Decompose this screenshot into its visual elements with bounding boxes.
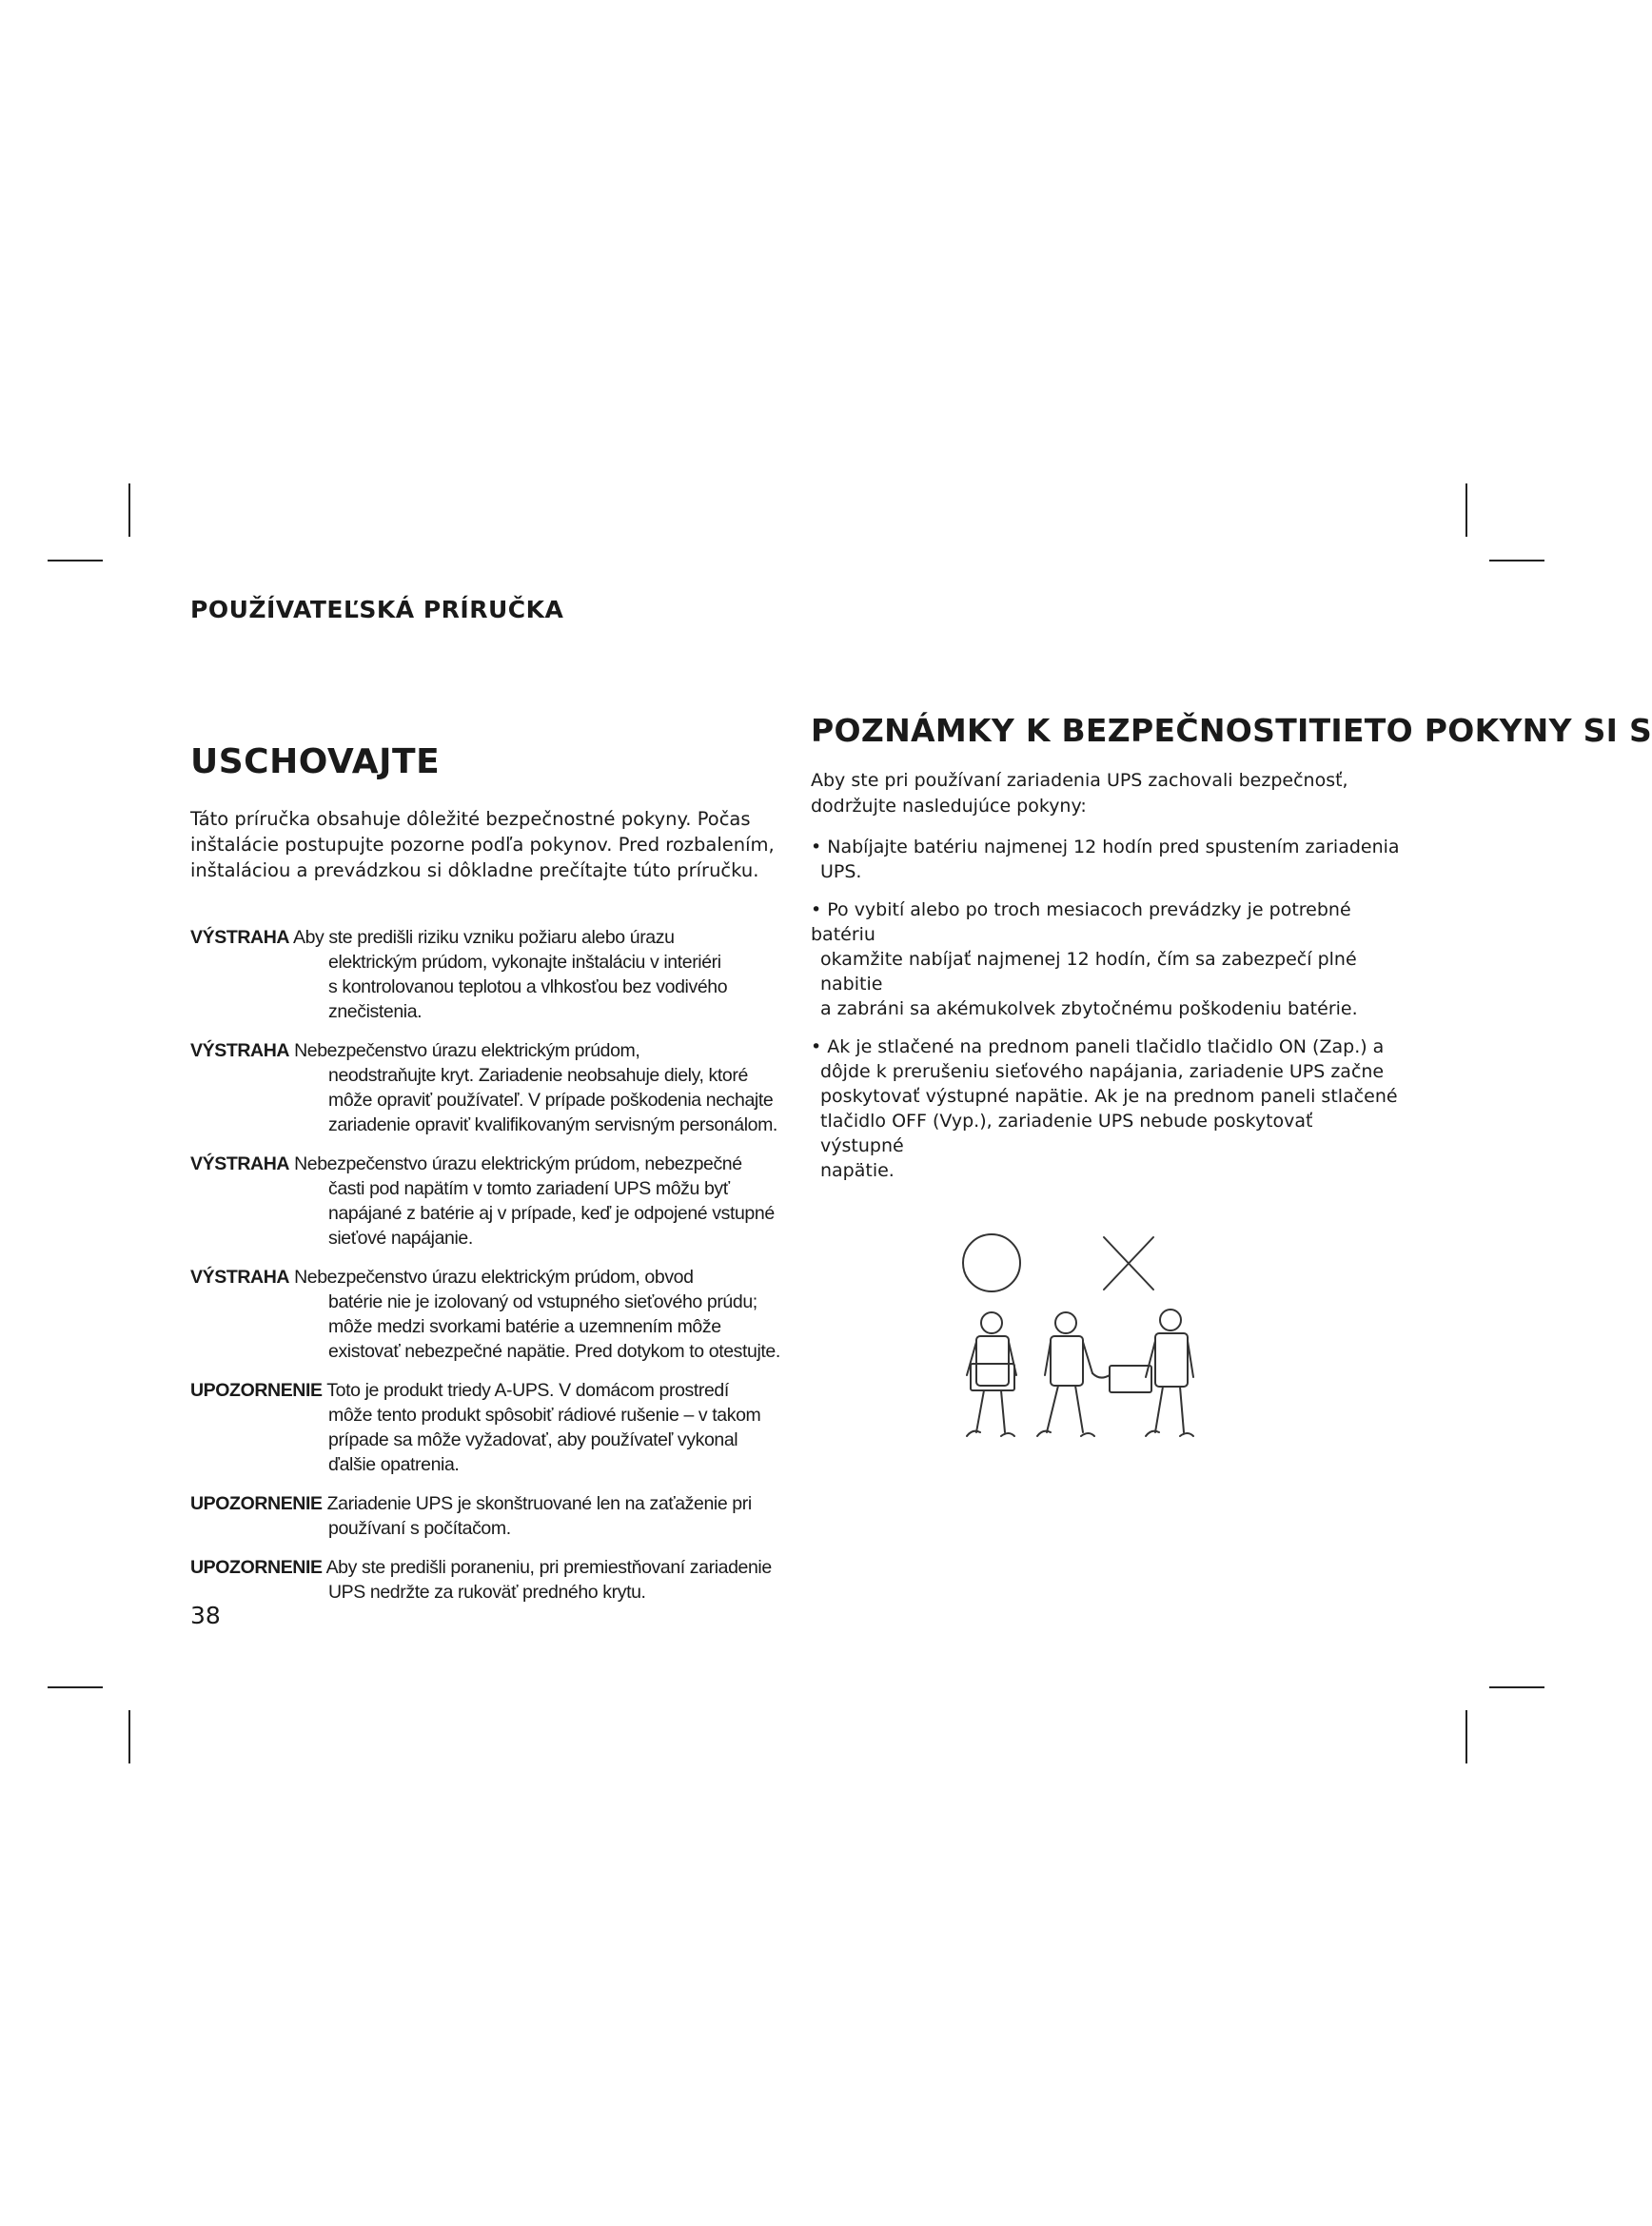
section-title: USCHOVAJTE: [190, 742, 441, 781]
crop-mark-top-right-horizontal: [1489, 560, 1544, 561]
warning-notice: VÝSTRAHA Aby ste predišli riziku vzniku požiaru alebo úrazu elektrickým prúdom, vykonajte inštaláciu v interiéri s kontrolovanou teplotou a vlhkosťou bez vodivého znečistenia.: [190, 927, 728, 1022]
person-pulling-by-handle: [1037, 1312, 1151, 1436]
crop-mark-bottom-right-vertical: [1465, 1710, 1467, 1763]
warning-notice: VÝSTRAHA Nebezpečenstvo úrazu elektrickým prúdom, obvod batérie nie je izolovaný od vstupného sieťového prúdu; môže medzi svorkami batérie a uzemnením môže existovať nebezpečné napätie. Pred dotykom to otestujte.: [190, 1267, 780, 1362]
correct-circle-icon: [963, 1234, 1020, 1291]
safety-intro: Aby ste pri používaní zariadenia UPS zachovali bezpečnosť, dodržujte nasledujúce pokyny:: [811, 770, 1348, 817]
crop-mark-bottom-left-vertical: [128, 1710, 130, 1763]
wrong-cross-icon: [1104, 1237, 1153, 1290]
notice-label: UPOZORNENIE: [190, 1493, 323, 1514]
bullet-item: • Ak je stlačené na prednom paneli tlačidlo tlačidlo ON (Zap.) a dôjde k prerušeniu sieťového napájania, zariadenie UPS začne poskytovať výstupné napätie. Ak je na prednom paneli stlačené tlačidlo OFF (Vyp.), zariadenie UPS nebude poskytovať výstupné napätie.: [811, 1036, 1398, 1181]
crop-mark-top-left-horizontal: [48, 560, 103, 561]
crop-mark-top-left-vertical: [128, 483, 130, 537]
crop-mark-top-right-vertical: [1465, 483, 1467, 537]
left-column: [190, 742, 799, 1619]
notice-label: VÝSTRAHA: [190, 1040, 290, 1061]
caution-notice: UPOZORNENIE Zariadenie UPS je skonštruované len na zaťaženie pri používaní s počítačom.: [190, 1493, 752, 1539]
crop-mark-bottom-left-horizontal: [48, 1686, 103, 1688]
caution-notice: UPOZORNENIE Toto je produkt triedy A-UPS. V domácom prostredí môže tento produkt spôsobiť rádiové rušenie – v takom prípade sa môže vyžadovať, aby používateľ vykonal ďalšie opatrenia.: [190, 1380, 761, 1475]
person-standing: [1146, 1310, 1193, 1436]
caution-notice: UPOZORNENIE Aby ste predišli poraneniu, pri premiestňovaní zariadenie UPS nedržte za rukoväť predného krytu.: [190, 1557, 772, 1603]
warning-notice: VÝSTRAHA Nebezpečenstvo úrazu elektrickým prúdom, neodstraňujte kryt. Zariadenie neobsahuje diely, ktoré môže opraviť používateľ. V prípade poškodenia nechajte zariadenie opraviť kvalifikovaným servisným personálom.: [190, 1040, 777, 1135]
warning-notice: VÝSTRAHA Nebezpečenstvo úrazu elektrickým prúdom, nebezpečné časti pod napätím v tomto zariadení UPS môžu byť napájané z batérie aj v prípade, keď je odpojené vstupné sieťové napájanie.: [190, 1153, 775, 1249]
crop-mark-bottom-right-horizontal: [1489, 1686, 1544, 1688]
page-number: 38: [190, 1602, 221, 1629]
notice-label: UPOZORNENIE: [190, 1380, 323, 1401]
intro-paragraph: Táto príručka obsahuje dôležité bezpečnostné pokyny. Počas inštalácie postupujte pozorne podľa pokynov. Pred rozbalením, inštaláciou a prevádzkou si dôkladne prečítajte túto príručku.: [190, 808, 775, 881]
notice-label: UPOZORNENIE: [190, 1557, 323, 1578]
person-carrying-correctly: [967, 1312, 1016, 1436]
carrying-ups-illustration: [942, 1223, 1209, 1461]
notice-label: VÝSTRAHA: [190, 1267, 290, 1288]
bullet-item: • Nabíjajte batériu najmenej 12 hodín pred spustením zariadenia UPS.: [811, 837, 1400, 882]
bullet-item: • Po vybití alebo po troch mesiacoch prevádzky je potrebné batériu okamžite nabíjať najmenej 12 hodín, čím sa zabezpečí plné nabitie a zabráni sa akémukolvek zbytočnému poškodeniu batérie.: [811, 899, 1358, 1019]
notice-label: VÝSTRAHA: [190, 1153, 290, 1174]
notice-label: VÝSTRAHA: [190, 927, 290, 948]
page-header: POUŽÍVATEĽSKÁ PRÍRUČKA: [190, 596, 564, 623]
safety-notes-title: POZNÁMKY K BEZPEČNOSTITIETO POKYNY SI S: [811, 712, 1652, 749]
right-column: [811, 712, 1652, 1196]
